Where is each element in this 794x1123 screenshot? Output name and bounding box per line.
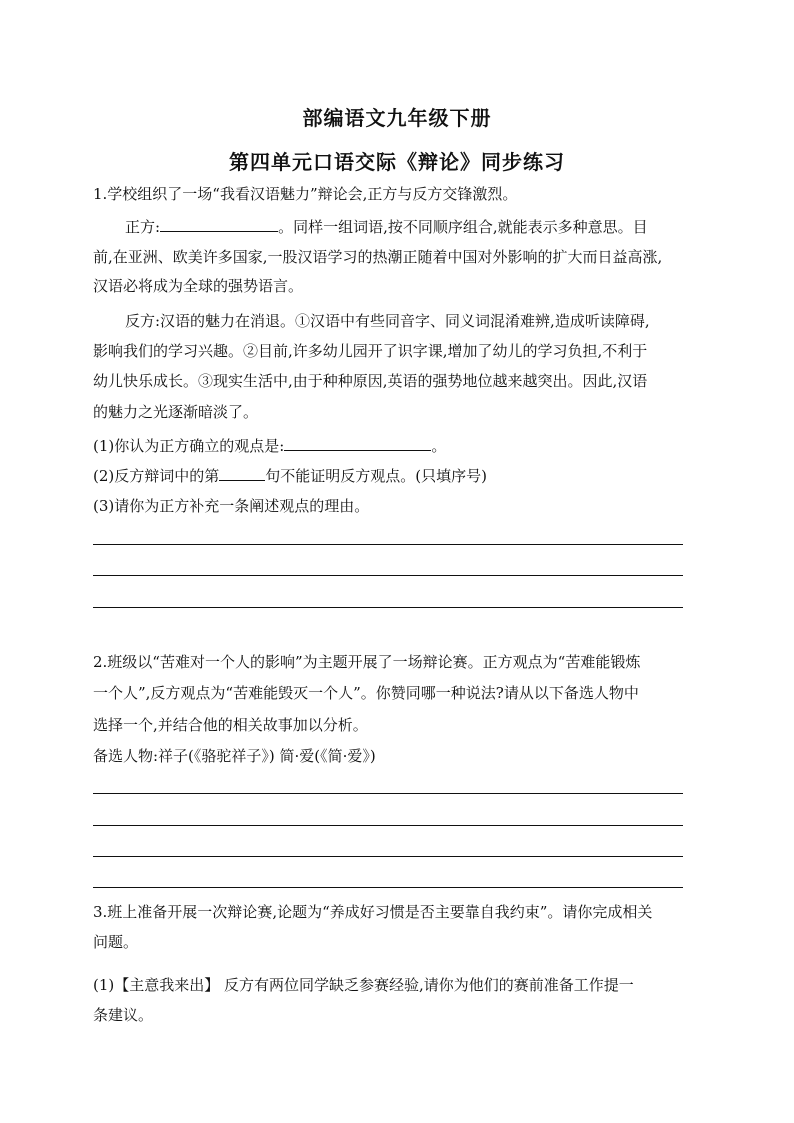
answer-line[interactable] xyxy=(93,607,683,608)
q3-sub1-line2: 条建议。 xyxy=(93,1006,154,1024)
q1-zheng-line2: 前,在亚洲、欧美许多国家,一股汉语学习的热潮正随着中国对外影响的扩大而日益高涨, xyxy=(93,248,663,266)
q2-line3: 选择一个,并结合他的相关故事加以分析。 xyxy=(93,716,368,734)
answer-line[interactable] xyxy=(93,544,683,545)
q2-line2: 一个人”,反方观点为“苦难能毁灭一个人”。你赞同哪一种说法?请从以下备选人物中 xyxy=(93,684,639,702)
q1-fan-line4: 的魅力之光逐渐暗淡了。 xyxy=(93,403,259,421)
q1-zheng-after: 。同样一组词语,按不同顺序组合,就能表示多种意思。目 xyxy=(278,218,648,236)
q3-line1: 3.班上准备开展一次辩论赛,论题为“养成好习惯是否主要靠自我约束”。请你完成相关 xyxy=(93,903,653,921)
answer-line[interactable] xyxy=(93,825,683,826)
q1-sub1-blank[interactable] xyxy=(284,436,431,451)
q1-fan-line3: 幼儿快乐成长。③现实生活中,由于种种原因,英语的强势地位越来越突出。因此,汉语 xyxy=(93,372,648,390)
page-subtitle: 第四单元口语交际《辩论》同步练习 xyxy=(229,150,565,174)
q1-fan-line1: 反方:汉语的魅力在消退。①汉语中有些同音字、同义词混淆难辨,造成听读障碍, xyxy=(125,312,650,330)
q1-sub1 xyxy=(93,436,446,456)
q3-line2: 问题。 xyxy=(93,933,139,951)
q1-sub1-text: (1)你认为正方确立的观点是: xyxy=(93,437,285,455)
q1-sub1-end: 。 xyxy=(431,437,447,455)
q1-sub2-end: 句不能证明反方观点。(只填序号) xyxy=(265,467,487,485)
q1-zheng-line3: 汉语必将成为全球的强势语言。 xyxy=(93,277,304,295)
q3-sub1-line1: (1)【主意我来出】 反方有两位同学缺乏参赛经验,请你为他们的赛前准备工作提一 xyxy=(93,976,634,994)
page-title: 部编语文九年级下册 xyxy=(302,106,492,130)
answer-line[interactable] xyxy=(93,856,683,857)
q2-candidates: 备选人物:祥子(《骆驼祥子》) 简·爱(《简·爱》) xyxy=(93,747,376,765)
q1-zheng-line1 xyxy=(125,217,648,237)
q1-fan-line2: 影响我们的学习兴趣。②目前,许多幼儿园开了识字课,增加了幼儿的学习负担,不利于 xyxy=(93,342,648,360)
answer-line[interactable] xyxy=(93,575,683,576)
q1-sub2-text: (2)反方辩词中的第 xyxy=(93,467,220,485)
q1-intro: 1.学校组织了一场“我看汉语魅力”辩论会,正方与反方交锋激烈。 xyxy=(93,185,518,203)
q1-sub2 xyxy=(93,466,487,486)
answer-line[interactable] xyxy=(93,793,683,794)
q1-sub3: (3)请你为正方补充一条阐述观点的理由。 xyxy=(93,497,370,515)
q2-line1: 2.班级以“苦难对一个人的影响”为主题开展了一场辩论赛。正方观点为“苦难能锻炼 xyxy=(93,653,641,671)
q1-zheng-blank[interactable] xyxy=(160,217,278,232)
q1-zheng-label: 正方: xyxy=(125,218,161,236)
answer-line[interactable] xyxy=(93,887,683,888)
q1-sub2-blank[interactable] xyxy=(219,466,265,481)
